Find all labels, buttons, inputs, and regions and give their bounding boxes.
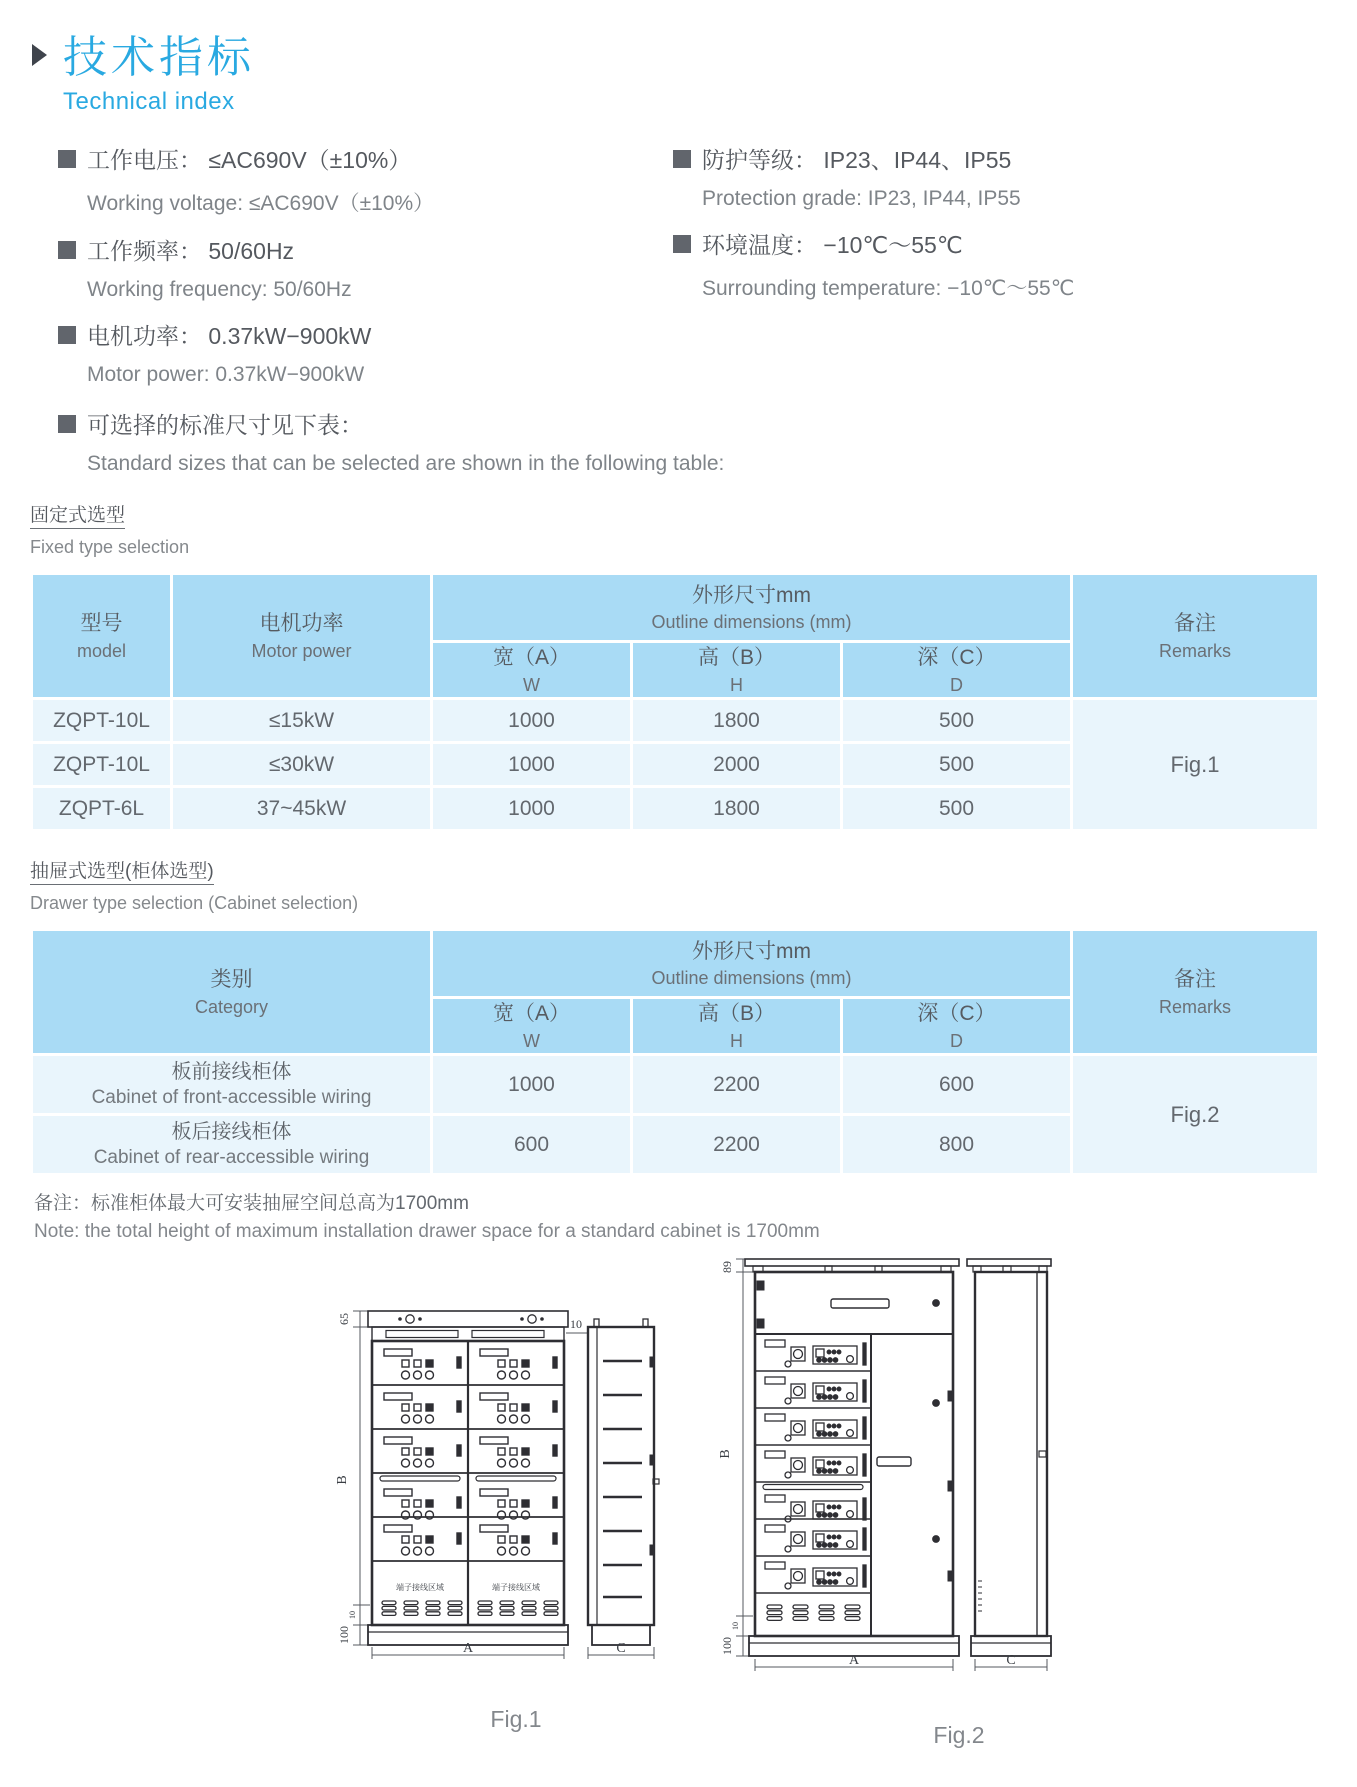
col-header-motor-power: 电机功率 Motor power [172, 574, 432, 699]
cell-height: 1800 [632, 699, 842, 743]
spec-list [58, 142, 1322, 403]
spec-working-voltage [58, 142, 673, 217]
col-header-outline-dimensions: 外形尺寸mm Outline dimensions (mm) [432, 574, 1072, 642]
page-subtitle: Technical index [63, 88, 235, 116]
cell-power: 37~45kW [172, 787, 432, 831]
fig1-drawing [326, 1295, 676, 1695]
spec-table-intro [58, 407, 1322, 476]
spec-zh-text: 工作频率： 50/60Hz [87, 238, 295, 265]
col-header-outline-dimensions: 外形尺寸mm Outline dimensions (mm) [432, 930, 1072, 998]
section-label-en: Drawer type selection (Cabinet selection) [30, 893, 359, 914]
fixed-type-section [30, 500, 1322, 832]
fig1-front-view [368, 1311, 568, 1645]
cell-model: ZQPT-6L [32, 787, 172, 831]
fig1-dim-cap-height: 65 [337, 1313, 351, 1326]
fig1-dim-depth: C [616, 1641, 626, 1657]
cell-depth: 500 [842, 787, 1072, 831]
square-bullet-icon [58, 415, 76, 433]
table-row [32, 699, 1319, 743]
table-row [32, 1055, 1319, 1115]
square-bullet-icon [673, 150, 691, 168]
col-header-depth: 深（C） D [842, 998, 1072, 1055]
figures-area [30, 1247, 1322, 1787]
spec-zh-text: 工作电压： ≤AC690V（±10%） [87, 147, 412, 174]
spec-zh-text: 可选择的标准尺寸见下表： [87, 412, 363, 439]
spec-surrounding-temperature [673, 227, 1322, 302]
cell-remark: Fig.2 [1072, 1055, 1319, 1175]
cell-depth: 600 [842, 1055, 1072, 1115]
col-header-remarks: 备注 Remarks [1072, 930, 1319, 1055]
fixed-type-table [30, 572, 1320, 832]
col-header-width: 宽（A） W [432, 642, 632, 699]
col-header-height: 高（B） H [632, 998, 842, 1055]
cell-depth: 800 [842, 1115, 1072, 1175]
fig2-drawing [709, 1241, 1059, 1711]
fig2-dim-cap-height: 89 [720, 1261, 734, 1274]
square-bullet-icon [58, 241, 76, 259]
page-title: 技术指标 [63, 33, 255, 82]
footnote-zh: 备注：标准柜体最大可安装抽屉空间总高为1700mm [34, 1193, 469, 1215]
cell-remark: Fig.1 [1072, 699, 1319, 831]
figure-2 [709, 1241, 1059, 1749]
cell-height: 2000 [632, 743, 842, 787]
cell-width: 1000 [432, 699, 632, 743]
fig1-dim-base-height: 100 [337, 1626, 351, 1645]
figure-1 [326, 1295, 676, 1733]
fig1-width-dim [372, 1647, 654, 1659]
fig1-terminal-area-text-right: 端子接线区域 [492, 1583, 540, 1593]
fig1-caption: Fig.1 [490, 1706, 542, 1733]
cell-category: 板后接线柜体 Cabinet of rear-accessible wiring [32, 1115, 432, 1175]
spec-en-text: Standard sizes that can be selected are shown in the following table: [87, 452, 725, 476]
fig1-dim-top-offset: 10 [570, 1317, 582, 1332]
col-header-category: 类别 Category [32, 930, 432, 1055]
cell-width: 1000 [432, 1055, 632, 1115]
col-header-height: 高（B） H [632, 642, 842, 699]
footnote [34, 1188, 1322, 1243]
spec-zh-text: 环境温度： −10℃～55℃ [702, 232, 963, 259]
spec-en-text: Protection grade: IP23, IP44, IP55 [702, 187, 1021, 211]
fig1-terminal-area-text-left: 端子接线区域 [396, 1583, 444, 1593]
cell-width: 1000 [432, 787, 632, 831]
page-header [32, 34, 1322, 116]
section-label-zh: 抽屉式选型(柜体选型) [30, 856, 214, 885]
square-bullet-icon [673, 235, 691, 253]
cell-height: 1800 [632, 787, 842, 831]
fig1-dim-body-height: B [335, 1475, 350, 1485]
col-header-width: 宽（A） W [432, 998, 632, 1055]
cell-height: 2200 [632, 1115, 842, 1175]
spec-protection-grade [673, 142, 1322, 211]
square-bullet-icon [58, 150, 76, 168]
cell-model: ZQPT-10L [32, 699, 172, 743]
cell-power: ≤15kW [172, 699, 432, 743]
spec-en-text: Working voltage: ≤AC690V（±10%） [87, 192, 435, 216]
spec-en-text: Surrounding temperature: −10℃～55℃ [702, 277, 1075, 301]
fig2-dim-depth: C [1006, 1653, 1016, 1669]
section-label-zh: 固定式选型 [30, 500, 125, 529]
fig2-side-view [967, 1259, 1051, 1656]
cell-model: ZQPT-10L [32, 743, 172, 787]
fig2-dim-base-height: 100 [720, 1637, 734, 1656]
fig1-dim-width: A [462, 1641, 474, 1657]
spec-en-text: Motor power: 0.37kW−900kW [87, 363, 365, 387]
col-header-model: 型号 model [32, 574, 172, 699]
fig2-dimension-lines [736, 1259, 753, 1656]
footnote-en: Note: the total height of maximum installation drawer space for a standard cabinet is 1700mm [34, 1221, 820, 1243]
fig2-width-dim [755, 1659, 1047, 1671]
cell-power: ≤30kW [172, 743, 432, 787]
col-header-remarks: 备注 Remarks [1072, 574, 1319, 699]
fig2-dim-body-height: B [718, 1449, 733, 1459]
fig2-dim-width: A [848, 1653, 860, 1669]
cell-depth: 500 [842, 743, 1072, 787]
section-label-en: Fixed type selection [30, 537, 190, 558]
section-arrow-icon [32, 44, 47, 66]
spec-motor-power [58, 318, 673, 387]
spec-zh-text: 电机功率： 0.37kW−900kW [87, 323, 372, 350]
square-bullet-icon [58, 326, 76, 344]
fig2-caption: Fig.2 [933, 1722, 985, 1749]
col-header-depth: 深（C） D [842, 642, 1072, 699]
spec-working-frequency [58, 233, 673, 302]
cell-category: 板前接线柜体 Cabinet of front-accessible wiring [32, 1055, 432, 1115]
drawer-type-table [30, 928, 1320, 1176]
cell-width: 600 [432, 1115, 632, 1175]
fig1-dim-vent-offset: 10 [348, 1611, 357, 1620]
cell-height: 2200 [632, 1055, 842, 1115]
cell-depth: 500 [842, 699, 1072, 743]
fig2-dim-vent-offset: 10 [731, 1622, 740, 1631]
drawer-type-section [30, 856, 1322, 1176]
fig1-side-view [588, 1319, 659, 1645]
cell-width: 1000 [432, 743, 632, 787]
spec-zh-text: 防护等级： IP23、IP44、IP55 [702, 147, 1012, 174]
spec-en-text: Working frequency: 50/60Hz [87, 278, 352, 302]
